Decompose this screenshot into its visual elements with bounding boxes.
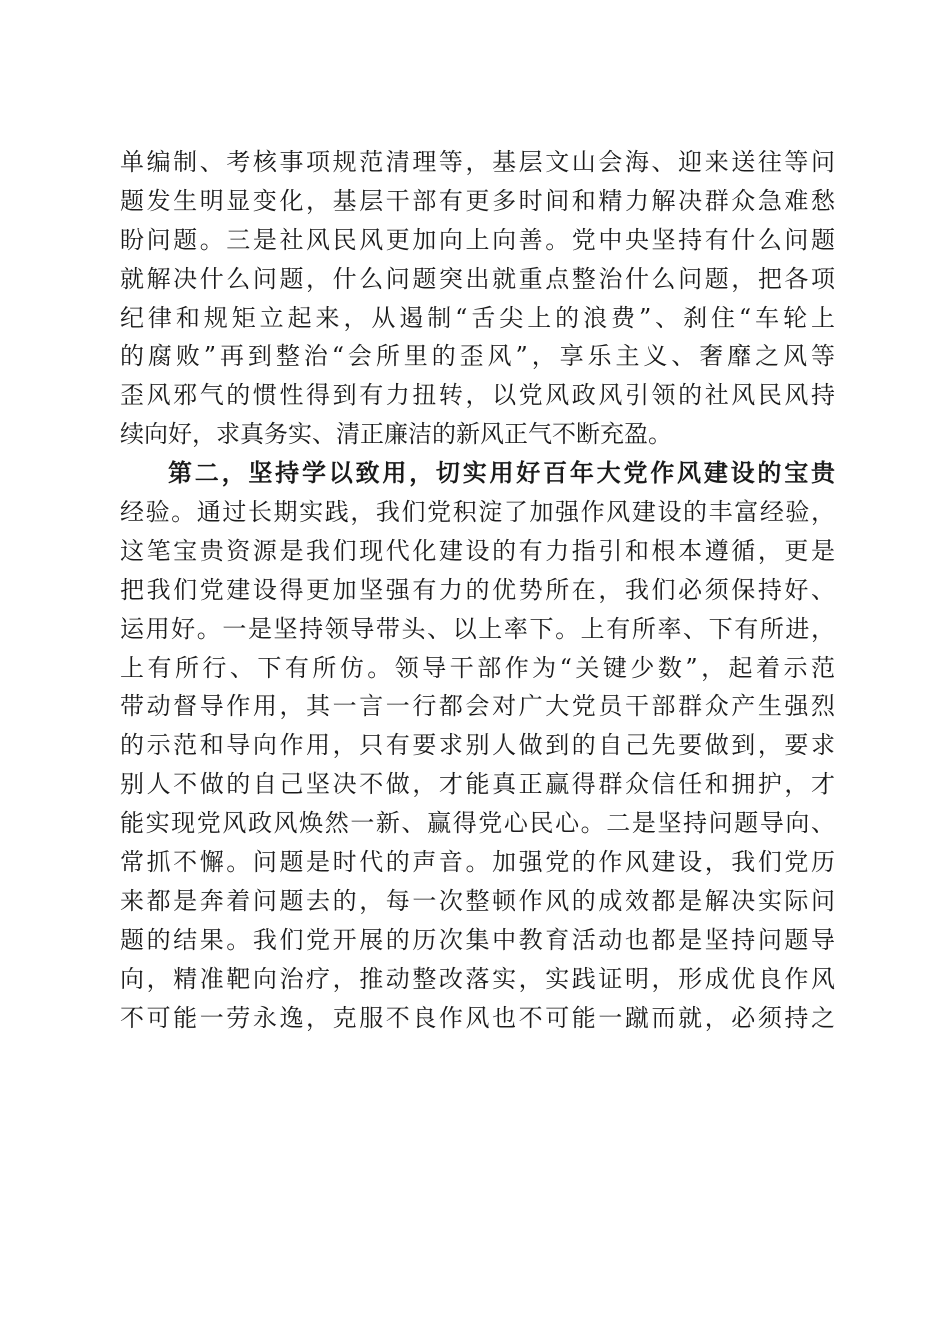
text-line: 单编制、考核事项规范清理等，基层文山会海、迎来送往等问: [120, 148, 835, 176]
text-line: 续向好，求真务实、清正廉洁的新风正气不断充盈。: [120, 420, 672, 449]
paragraph-1: [120, 143, 835, 454]
text-line: 的示范和导向作用，只有要求别人做到的自己先要做到，要求: [120, 731, 835, 760]
text-line: 的腐败”再到整治“会所里的歪风”，享乐主义、奢靡之风等: [120, 342, 835, 371]
text-line: 就解决什么问题，什么问题突出就重点整治什么问题，把各项: [120, 264, 835, 293]
text-line: 向，精准靶向治疗，推动整改落实，实践证明，形成优良作风: [120, 964, 835, 993]
text-line: 运用好。一是坚持领导带头、以上率下。上有所率、下有所进，: [120, 614, 835, 643]
paragraph-heading-line: [120, 454, 835, 493]
text-line: 不可能一劳永逸，克服不良作风也不可能一蹴而就，必须持之: [120, 1003, 835, 1032]
text-line: 题发生明显变化，基层干部有更多时间和精力解决群众急难愁: [120, 186, 835, 215]
text-line: 经验。通过长期实践，我们党积淀了加强作风建设的丰富经验，: [120, 498, 835, 527]
text-line: 题的结果。我们党开展的历次集中教育活动也都是坚持问题导: [120, 925, 835, 954]
section-heading: 第二，坚持学以致用，切实用好百年大党作风建设的宝贵: [168, 458, 835, 488]
text-line: 这笔宝贵资源是我们现代化建设的有力指引和根本遵循，更是: [120, 536, 835, 565]
text-line: 来都是奔着问题去的，每一次整顿作风的成效都是解决实际问: [120, 886, 835, 915]
text-line: 常抓不懈。问题是时代的声音。加强党的作风建设，我们党历: [120, 848, 835, 877]
text-line: 能实现党风政风焕然一新、赢得党心民心。二是坚持问题导向、: [120, 809, 835, 838]
text-line: 纪律和规矩立起来，从遏制“舌尖上的浪费”、刹住“车轮上: [120, 303, 835, 332]
document-body: [120, 143, 835, 1037]
text-line: 歪风邪气的惯性得到有力扭转，以党风政风引领的社风民风持: [120, 381, 835, 410]
text-line: 别人不做的自己坚决不做，才能真正赢得群众信任和拥护，才: [120, 770, 835, 799]
text-line: 上有所行、下有所仿。领导干部作为“关键少数”，起着示范: [120, 653, 835, 682]
text-line: 把我们党建设得更加坚强有力的优势所在，我们必须保持好、: [120, 575, 835, 604]
text-line: 带动督导作用，其一言一行都会对广大党员干部群众产生强烈: [120, 692, 835, 721]
text-line: 盼问题。三是社风民风更加向上向善。党中央坚持有什么问题: [120, 225, 835, 254]
paragraph-2: [120, 454, 835, 1037]
